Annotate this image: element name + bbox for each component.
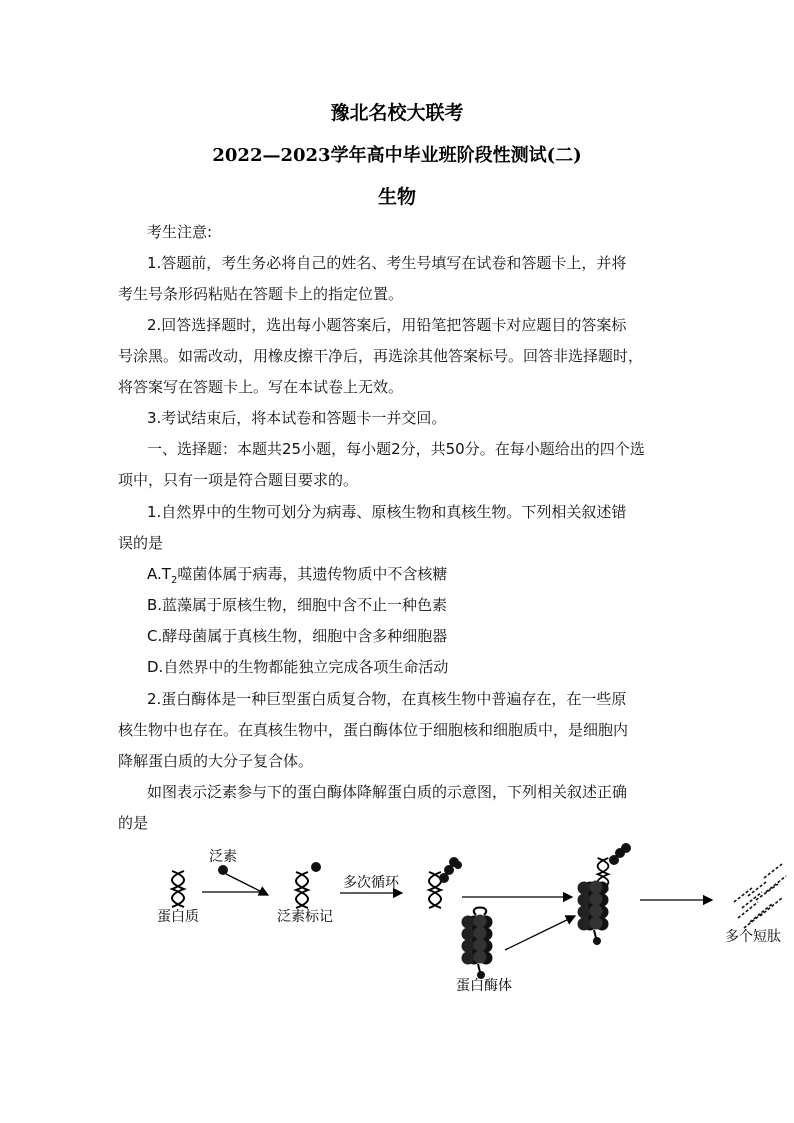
q2-para-1-line-1: 2.蛋白酶体是一种巨型蛋白质复合物，在真核生物中普遍存在，在一些原 <box>147 690 627 708</box>
notice-item-1-line-1: 1.答题前，考生务必将自己的姓名、考生号填写在试卷和答题卡上，并将 <box>147 254 627 272</box>
q1-option-a-text: 噬菌体属于病毒，其遗传物质中不含核糖 <box>177 565 448 583</box>
q2-para-1-line-2: 核生物中也存在。在真核生物中，蛋白酶体位于细胞核和细胞质中，是细胞内 <box>118 721 629 739</box>
q1-option-a-prefix: A.T <box>147 565 171 583</box>
protein-proteasome-complex-icon <box>578 843 632 945</box>
label-ubiquitin-tag: 泛素标记 <box>277 909 333 925</box>
label-short-peptides: 多个短肽 <box>725 929 781 945</box>
q1-stem-line-2: 误的是 <box>118 534 164 552</box>
ubiquitin-ball-icon <box>218 865 228 875</box>
subject-title: 生物 <box>377 186 416 208</box>
exam-organization: 豫北名校大联考 <box>330 102 464 124</box>
label-ubiquitin: 泛素 <box>209 849 237 865</box>
q2-para-2-line-2: 的是 <box>118 814 149 832</box>
label-protein: 蛋白质 <box>157 909 199 925</box>
proteasome-binding-arrow <box>505 916 575 950</box>
notice-item-3: 3.考试结束后，将本试卷和答题卡一并交回。 <box>147 409 447 427</box>
ubiquitin-chain-icon <box>439 857 462 883</box>
section-1-line-1: 一、选择题：本题共25小题，每小题2分，共50分。在每小题给出的四个选 <box>147 440 645 458</box>
q1-option-a-subscript: 2 <box>170 575 178 586</box>
short-peptides-icon <box>734 864 786 928</box>
notice-item-1-line-2: 考生号条形码粘贴在答题卡上的指定位置。 <box>118 285 404 303</box>
q2-para-2-line-1: 如图表示泛素参与下的蛋白酶体降解蛋白质的示意图，下列相关叙述正确 <box>147 783 628 801</box>
notice-item-2-line-2: 号涂黑。如需改动，用橡皮擦干净后，再选涂其他答案标号。回答非选择题时， <box>118 347 644 365</box>
exam-title: 2022—2023学年高中毕业班阶段性测试(二) <box>212 145 582 166</box>
tagged-protein-helix-icon <box>296 872 308 908</box>
proteasome-icon <box>462 908 493 980</box>
q1-option-b: B.蓝藻属于原核生物，细胞中含不止一种色素 <box>147 596 448 614</box>
q2-para-1-line-3: 降解蛋白质的大分子复合体。 <box>118 752 314 770</box>
notice-heading: 考生注意: <box>147 223 213 241</box>
protein-helix-icon <box>172 871 184 907</box>
notice-item-2-line-3: 将答案写在答题卡上。写在本试卷上无效。 <box>118 378 404 396</box>
q1-option-d: D.自然界中的生物都能独立完成各项生命活动 <box>147 658 449 676</box>
label-multi-cycle: 多次循环 <box>343 875 399 891</box>
ubiquitin-tag-icon <box>311 862 321 872</box>
notice-item-2-line-1: 2.回答选择题时，选出每小题答案后，用铅笔把答题卡对应题目的答案标 <box>147 316 627 334</box>
q1-option-c: C.酵母菌属于真核生物，细胞中含多种细胞器 <box>147 627 448 645</box>
label-proteasome: 蛋白酶体 <box>456 978 512 994</box>
q1-stem-line-1: 1.自然界中的生物可划分为病毒、原核生物和真核生物。下列相关叙述错 <box>147 503 627 521</box>
section-1-line-2: 项中，只有一项是符合题目要求的。 <box>118 471 359 489</box>
